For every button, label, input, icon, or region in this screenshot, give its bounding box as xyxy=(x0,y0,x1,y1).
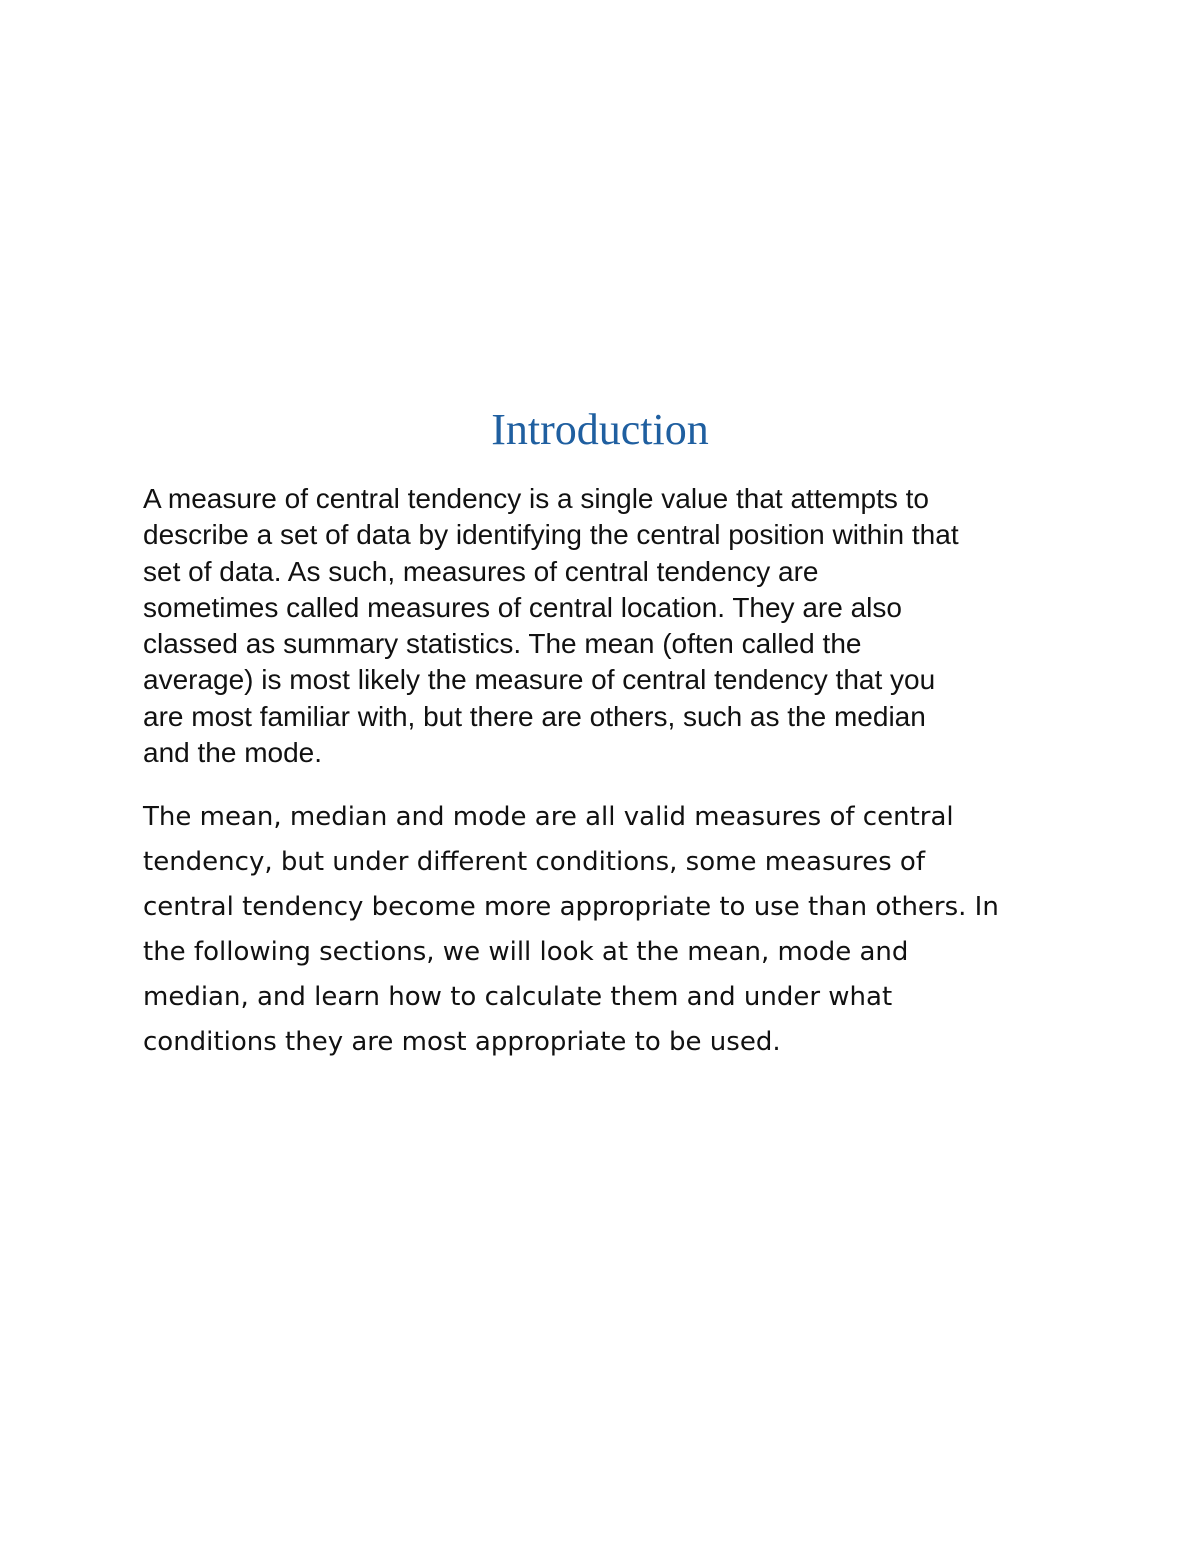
paragraph-line: are most familiar with, but there are others, such as the median xyxy=(143,700,926,732)
paragraph-line: tendency, but under different conditions, some measures of xyxy=(143,847,925,877)
paragraph-line: set of data. As such, measures of central tendency are xyxy=(143,555,819,587)
intro-paragraph-1 xyxy=(143,481,1073,771)
paragraph-line: central tendency become more appropriate to use than others. In xyxy=(143,892,999,922)
paragraph-line: conditions they are most appropriate to be used. xyxy=(143,1027,781,1057)
intro-paragraph-2 xyxy=(143,795,1073,1065)
paragraph-line: median, and learn how to calculate them and under what xyxy=(143,982,893,1012)
paragraph-line: and the mode. xyxy=(143,737,323,769)
paragraph-line: The mean, median and mode are all valid measures of central xyxy=(143,802,954,832)
paragraph-line: A measure of central tendency is a single value that attempts to xyxy=(143,483,929,514)
page-title: Introduction xyxy=(491,405,709,454)
paragraph-line: describe a set of data by identifying the central position within that xyxy=(143,519,959,551)
paragraph-line: average) is most likely the measure of central tendency that you xyxy=(143,664,936,696)
paragraph-line: classed as summary statistics. The mean (often called the xyxy=(143,628,862,660)
paragraph-line: the following sections, we will look at the mean, mode and xyxy=(143,937,909,967)
paragraph-line: sometimes called measures of central location. They are also xyxy=(143,591,902,623)
